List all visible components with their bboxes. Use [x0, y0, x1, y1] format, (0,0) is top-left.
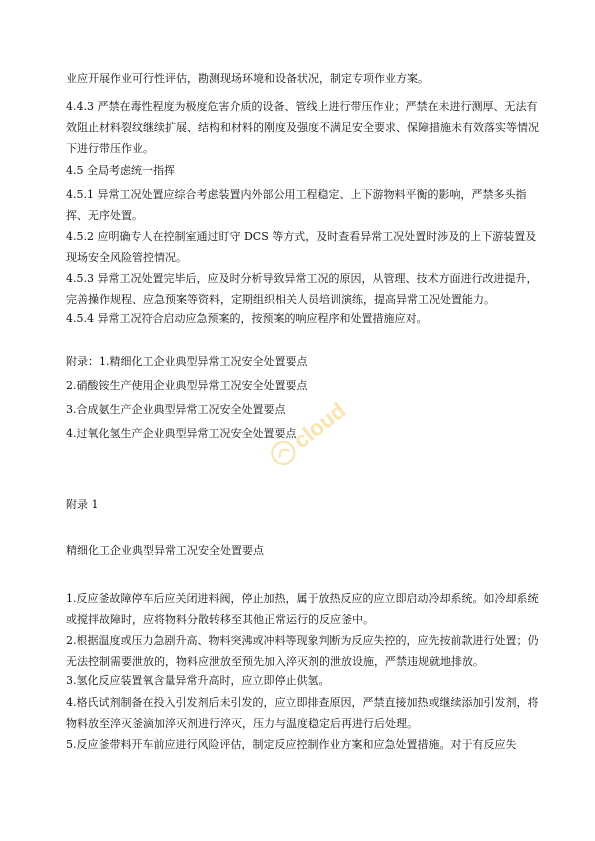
appendix-item-3: 3.氢化反应装置氧含量异常升高时，应立即停止供氢。 — [66, 674, 330, 687]
appendix-item-4: 4.格氏试剂制备在投入引发剂后未引发的，应立即排查原因，严禁直接加热或继续添加引发剂，将物料放至淬灭釜滴加淬灭剂进行淬灭，压力与温度稳定后再进行后处理。 — [66, 696, 539, 730]
paragraph-4-4-3: 4.4.3 严禁在毒性程度为极度危害介质的设备、管线上进行带压作业；严禁在未进行测厚、无法有效阻止材料裂纹继续扩展、结构和材料的刚度及强度不满足安全要求、保障措施未有效落实等情况下进行带压作业。 — [66, 100, 539, 155]
appendix-1-label: 附录 1 — [66, 498, 99, 511]
paragraph-4-5-2: 4.5.2 应明确专人在控制室通过盯守 DCS 等方式，及时查看异常工况处置时涉及的上下游装置及现场安全风险管控情况。 — [66, 230, 537, 264]
paragraph-4-5-3: 4.5.3 异常工况处置完毕后，应及时分析导致异常工况的原因，从管理、技术方面进行改进提升，完善操作规程、应急预案等资料，定期组织相关人员培训演练，提高异常工况处置能力。 — [66, 272, 538, 306]
appendix-list-item: 附录：1.精细化工企业典型异常工况安全处置要点 — [66, 355, 308, 368]
appendix-list-item: 4.过氧化氢生产企业典型异常工况安全处置要点 — [66, 427, 297, 440]
svg-text:cloud: cloud — [288, 397, 351, 454]
appendix-item-5: 5.反应釜带料开车前应进行风险评估，制定反应控制作业方案和应急处置措施。对于有反应失 — [66, 738, 517, 751]
paragraph-4-5-1: 4.5.1 异常工况处置应综合考虑装置内外部公用工程稳定、上下游物料平衡的影响，严禁多头指挥、无序处置。 — [66, 188, 527, 222]
paragraph-4-5-4: 4.5.4 异常工况符合启动应急预案的，按预案的响应程序和处置措施应对。 — [66, 312, 428, 325]
appendix-item-2: 2.根据温度或压力急剧升高、物料突沸或冲料等现象判断为反应失控的，应先按前款进行处置；仍无法控制需要泄放的，物料应泄放至预先加入淬灭剂的泄放设施，严禁违规就地排放。 — [66, 634, 539, 668]
appendix-list-item: 3.合成氨生产企业典型异常工况安全处置要点 — [66, 403, 286, 416]
appendix-list-item: 2.硝酸铵生产使用企业典型异常工况安全处置要点 — [66, 379, 308, 392]
appendix-1-title: 精细化工企业典型异常工况安全处置要点 — [66, 544, 264, 557]
heading-4-5: 4.5 全局考虑统一指挥 — [66, 164, 175, 177]
paragraph-continuation: 业应开展作业可行性评估，勘测现场环境和设备状况，制定专项作业方案。 — [66, 72, 429, 85]
appendix-item-1: 1.反应釜故障停车后应关闭进料阀，停止加热，属于放热反应的应立即启动冷却系统。如冷却系统或搅拌故障时，应将物料分散转移至其他正常运行的反应釜中。 — [66, 592, 539, 626]
